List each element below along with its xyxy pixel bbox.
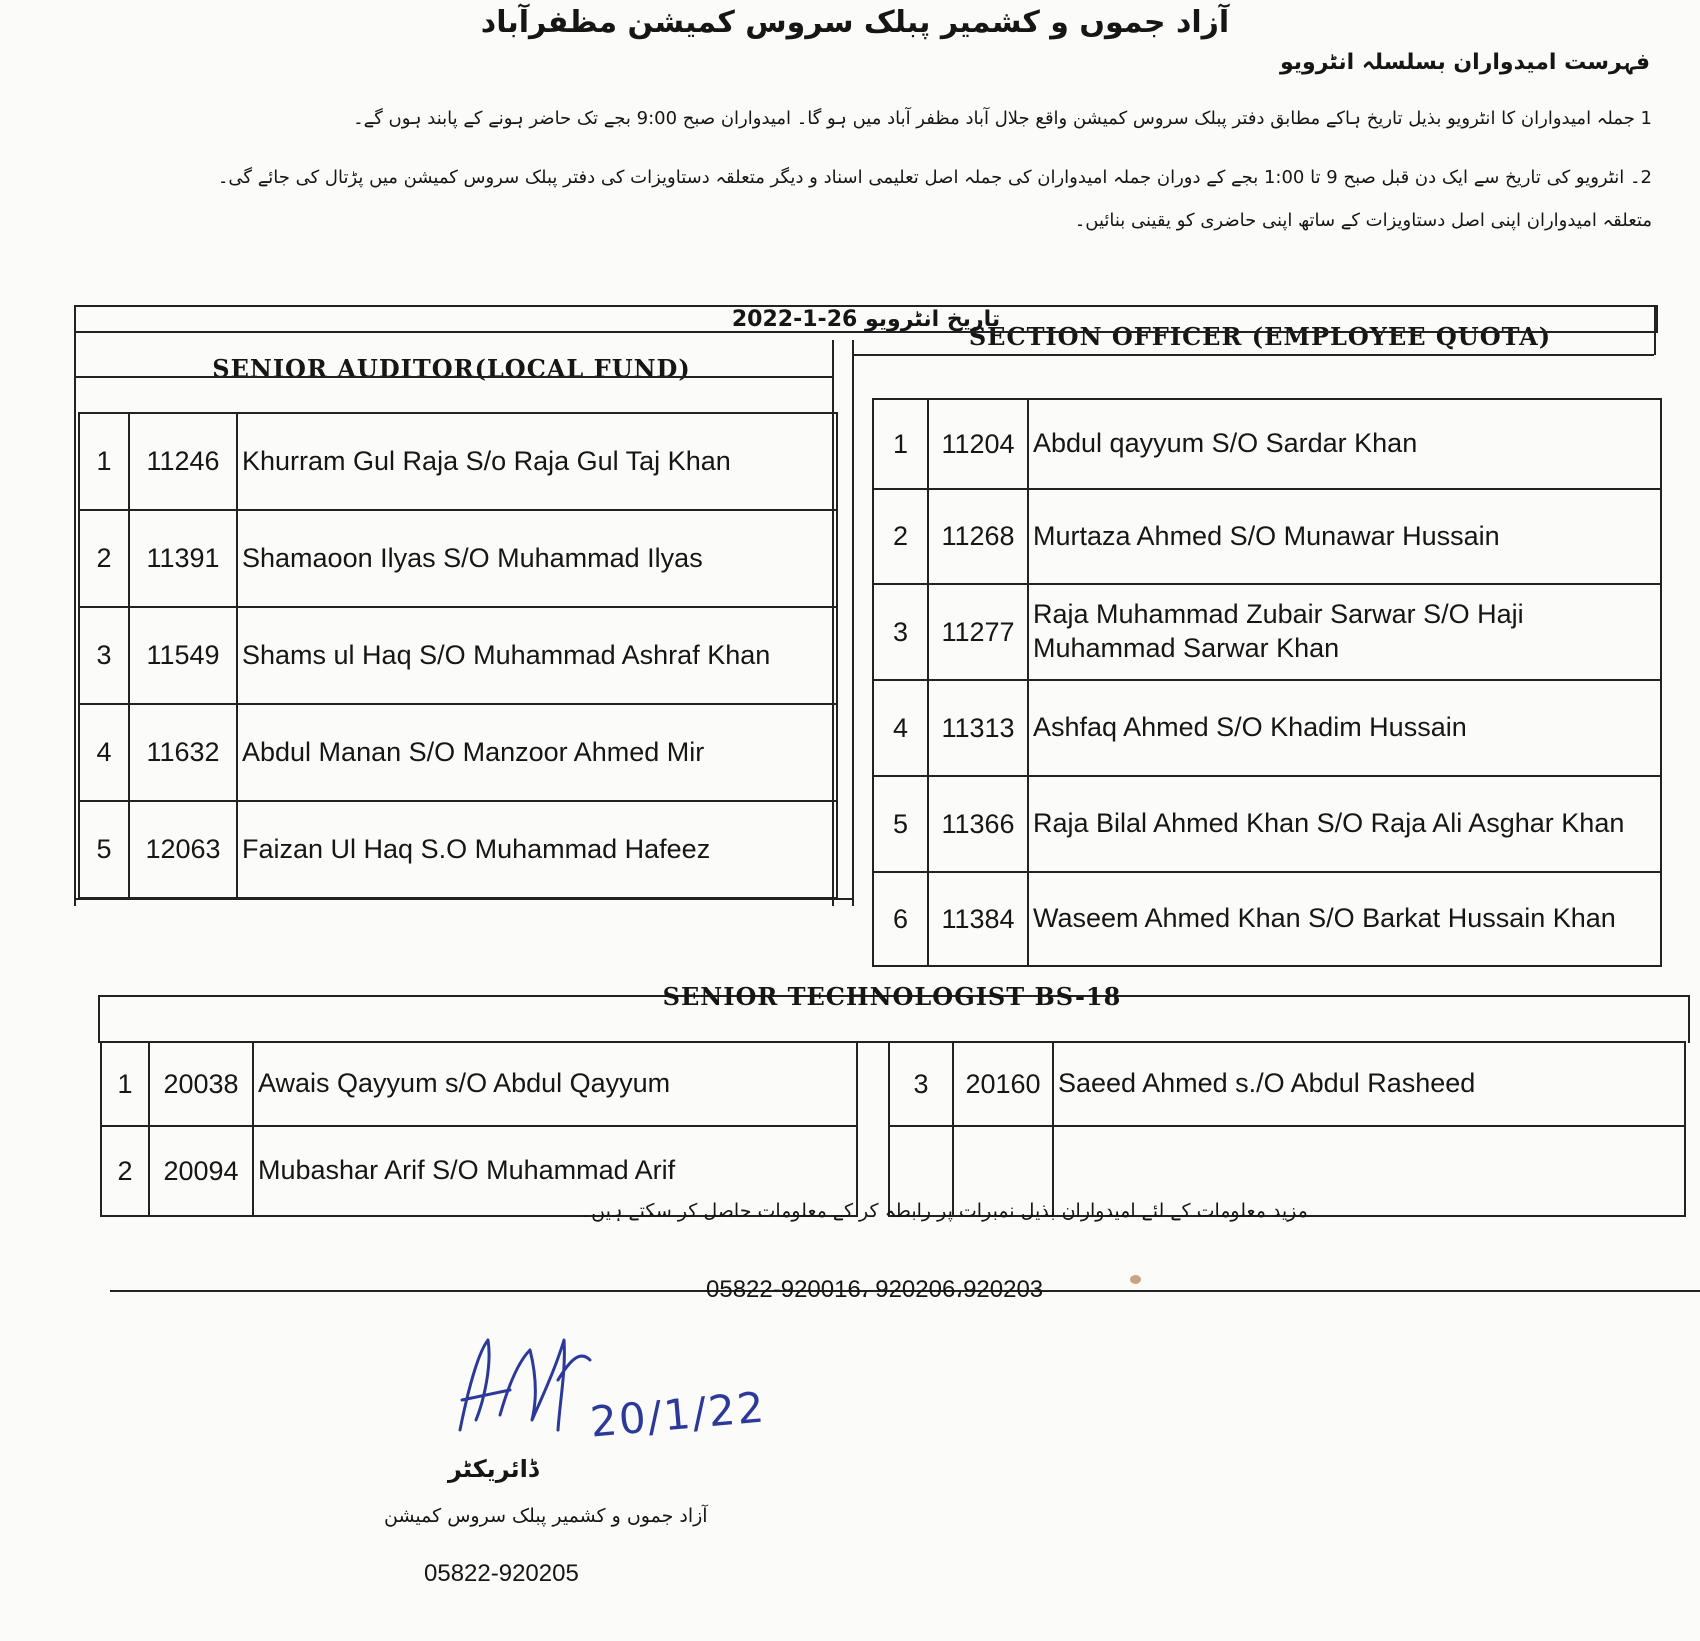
roll-number: 20038: [149, 1042, 253, 1126]
serial-number: 2: [873, 489, 928, 584]
roll-number: 11246: [129, 413, 237, 510]
table-row: [889, 1042, 1685, 1126]
serial-number: 1: [101, 1042, 149, 1126]
technologist-column-separator: [858, 1041, 890, 1215]
column-separator: [832, 340, 854, 906]
serial-number: 5: [79, 801, 129, 898]
candidate-name: Awais Qayyum s/O Abdul Qayyum: [253, 1042, 857, 1126]
roll-number: 11204: [928, 399, 1028, 489]
instruction-2: 2۔ انٹرویو کی تاریخ سے ایک دن قبل صبح 9 تا 1:00 بجے کے دوران جملہ امیدواران کی جملہ اصل تعلیمی اسناد و دیگر متعلقہ دستاویزات کی دفتر پبلک سروس کمیشن میں پڑتال کی جائے گی۔: [217, 167, 1652, 188]
table-frame-bottom: [74, 898, 852, 900]
section-officer-heading: SECTION OFFICER (EMPLOYEE QUOTA): [968, 322, 1552, 351]
list-subtitle: فہرست امیدواران بسلسلہ انٹرویو: [1279, 50, 1650, 75]
serial-number: 4: [79, 704, 129, 801]
serial-number: 5: [873, 776, 928, 872]
page-title: آزاد جموں و کشمیر پبلک سروس کمیشن مظفرآباد: [480, 5, 1230, 40]
instruction-1: 1 جملہ امیدواران کا انٹرویو بذیل تاریخ ہاکے مطابق دفتر پبلک سروس کمیشن واقع جلال آباد مظفر آباد میں ہو گا۔ امیدواران صبح 9:00 بجے تک حاضر ہونے کے پابند ہوں گے۔: [353, 108, 1652, 129]
technologist-table-left: [100, 1041, 858, 1217]
candidate-name: Shams ul Haq S/O Muhammad Ashraf Khan: [237, 607, 837, 704]
candidate-name: Raja Muhammad Zubair Sarwar S/O Haji Muhammad Sarwar Khan: [1028, 584, 1661, 680]
serial-number: 6: [873, 872, 928, 966]
contact-phones: 05822-920016، 920206،920203: [706, 1276, 1044, 1303]
table-row: [873, 776, 1661, 872]
roll-number: 11366: [928, 776, 1028, 872]
serial-number: 1: [873, 399, 928, 489]
roll-number: 11268: [928, 489, 1028, 584]
roll-number: 20094: [149, 1126, 253, 1216]
table-row: [79, 510, 837, 607]
roll-number: 11632: [129, 704, 237, 801]
table-row: [79, 801, 837, 898]
roll-number: 11384: [928, 872, 1028, 966]
candidate-name: Ashfaq Ahmed S/O Khadim Hussain: [1028, 680, 1661, 776]
serial-number: 3: [873, 584, 928, 680]
designation: ڈائریکٹر: [448, 1455, 539, 1483]
senior-auditor-heading: SENIOR AUDITOR(LOCAL FUND): [212, 354, 691, 383]
director-phone: 05822-920205: [424, 1560, 579, 1587]
table-row: [873, 399, 1661, 489]
senior-auditor-table: [78, 412, 838, 899]
roll-number: 20160: [953, 1042, 1053, 1126]
roll-number: 11549: [129, 607, 237, 704]
section-officer-table: [872, 398, 1662, 967]
table-frame-left: [74, 331, 76, 906]
table-row: [101, 1042, 857, 1126]
candidate-name: Raja Bilal Ahmed Khan S/O Raja Ali Asghar Khan: [1028, 776, 1661, 872]
candidate-name: Abdul Manan S/O Manzoor Ahmed Mir: [237, 704, 837, 801]
candidate-name: Faizan Ul Haq S.O Muhammad Hafeez: [237, 801, 837, 898]
interview-date: تاریخ انٹرویو 26-1-2022: [74, 305, 1658, 333]
table-row: [873, 680, 1661, 776]
table-frame-top: [74, 331, 1654, 333]
serial-number: 2: [101, 1126, 149, 1216]
contact-note: مزید معلومات کے لئے امیدواران بذیل نمبرات پر رابطہ کر کے معلومات حاصل کر سکتے ہیں۔: [580, 1200, 1308, 1222]
roll-number: 11313: [928, 680, 1028, 776]
signature-date: 20/1/22: [588, 1382, 768, 1447]
roll-number: 11277: [928, 584, 1028, 680]
table-row: [79, 413, 837, 510]
senior-technologist-heading: SENIOR TECHNOLOGIST BS-18: [662, 982, 1122, 1011]
instruction-2-continued: متعلقہ امیدواران اپنی اصل دستاویزات کے ساتھ اپنی حاضری کو یقینی بنائیں۔: [1074, 210, 1652, 231]
serial-number: 4: [873, 680, 928, 776]
serial-number: 2: [79, 510, 129, 607]
table-row: [79, 607, 837, 704]
ink-smudge: [1130, 1275, 1141, 1284]
auditor-heading-rule: [74, 376, 834, 378]
table-row: [79, 704, 837, 801]
candidate-name: Waseem Ahmed Khan S/O Barkat Hussain Khan: [1028, 872, 1661, 966]
candidate-name: Mubashar Arif S/O Muhammad Arif: [253, 1126, 857, 1216]
table-row: [873, 489, 1661, 584]
serial-number: 1: [79, 413, 129, 510]
roll-number: 12063: [129, 801, 237, 898]
roll-number: 11391: [129, 510, 237, 607]
commission-name: آزاد جموں و کشمیر پبلک سروس کمیشن: [384, 1505, 708, 1527]
officer-heading-rule: [852, 354, 1654, 356]
serial-number: 3: [889, 1042, 953, 1126]
candidate-name: Khurram Gul Raja S/o Raja Gul Taj Khan: [237, 413, 837, 510]
technologist-table-right: [888, 1041, 1686, 1217]
candidate-name: Saeed Ahmed s./O Abdul Rasheed: [1053, 1042, 1685, 1126]
candidate-name: Shamaoon Ilyas S/O Muhammad Ilyas: [237, 510, 837, 607]
candidate-name: Abdul qayyum S/O Sardar Khan: [1028, 399, 1661, 489]
table-frame-right: [1654, 305, 1656, 355]
candidate-name: Murtaza Ahmed S/O Munawar Hussain: [1028, 489, 1661, 584]
serial-number: 3: [79, 607, 129, 704]
table-row: [873, 584, 1661, 680]
table-row: [873, 872, 1661, 966]
